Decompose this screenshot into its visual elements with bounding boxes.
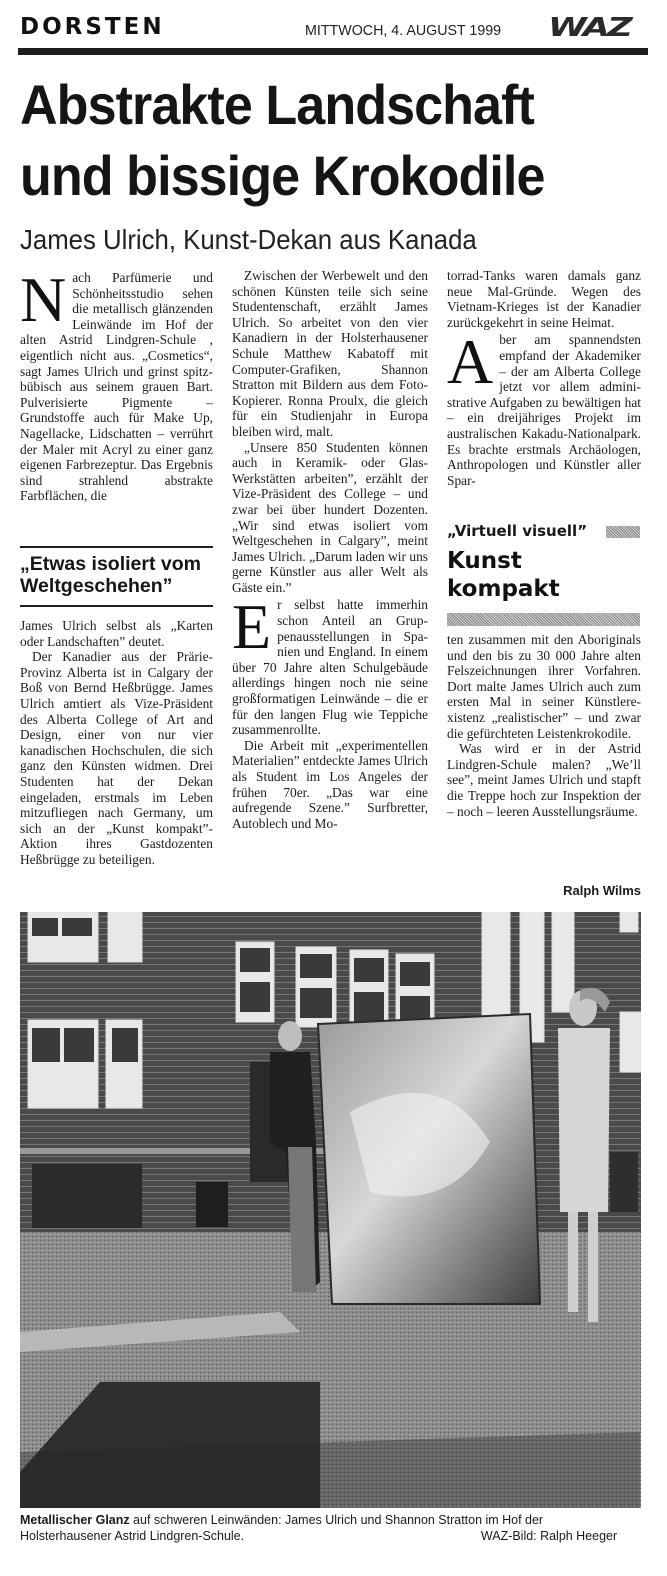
screen-pattern-bar	[447, 613, 640, 626]
caption-lead: Metallischer Glanz	[20, 1512, 130, 1527]
author-byline: Ralph Wilms	[563, 883, 641, 898]
paragraph: Der Kanadier aus der Prärie-Provinz Alberta ist in Calgary der Boß von Bernd Heßbrügge. James Ulrich amtiert als Vize-Präsident des Alberta College of Art and Design, einer von nur vier kanadischen Hochschulen, die sich ganz den Künsten widmen. Drei Studenten hat der Dekan eingeladen, erstmals im Leben mitzufliegen nach Germany, um sich an der „Kunst kompakt”-Aktion ihres Gastdozenten Heßbrügge zu beteiligen.	[20, 649, 213, 867]
column-1-top	[20, 264, 213, 504]
caption-text: auf schweren Leinwänden: James Ulrich und Shannon Stratton im Hof der Holsterhausener Astrid Lindgren-Schule.	[20, 1512, 544, 1543]
issue-date: MITTWOCH, 4. AUGUST 1999	[305, 22, 502, 39]
photo-illustration	[20, 912, 641, 1508]
paragraph: James Ulrich selbst als „Karten oder Landschaften” deutet.	[20, 618, 213, 649]
photo-caption	[20, 1512, 617, 1544]
masthead-rule	[18, 48, 648, 55]
screen-pattern-small	[606, 526, 640, 538]
subheadline: James Ulrich, Kunst-Dekan aus Kanada	[20, 224, 477, 255]
drop-cap: A	[447, 326, 494, 398]
section-name: DORSTEN	[20, 14, 165, 40]
newspaper-logo: WAZ	[548, 13, 630, 43]
section-rule-bottom	[20, 605, 213, 607]
section-heading: „Etwas isoliert vom Weltgeschehen”	[20, 553, 201, 597]
section-rule-top	[20, 546, 213, 548]
paragraph: r selbst hatte immerhin schon Anteil an Gruppenausstellungen in Spanien und England. In einem über 70 Jahre alten Schulgebäude allerdings hingen noch nie seine großformatigen Leinwände – die er für den langen Flug wie Teppiche zusammenrollte.	[232, 597, 428, 738]
paragraph: ten zusammen mit den Aboriginals und den bis zu 30 000 Jahre alten Felszeichnungen ihrer Vorfahren. Dort malte James Ulrich auch zum ersten Mal in seiner Künstlerexistenz „realistischer” – und zwar die gefürchteten Leistenkrokodile.	[447, 632, 641, 741]
info-box-kicker: „Virtuell visuell”	[447, 522, 588, 540]
column-1-bottom	[20, 618, 213, 868]
paragraph: ber am spannendsten empfand der Akademiker – der am Alberta College jetzt vor allem administrative Aufgaben zu bewältigen hat – ein dreijähriges Projekt im australischen Kakadu-Nationalpark. Es brachte erstmals Archäologen, Anthropologen und Künstler aller Spar-	[447, 332, 641, 488]
headline-line-2: und bissige Krokodile	[20, 144, 545, 207]
headline-line-1: Abstrakte Landschaft	[20, 73, 534, 136]
info-box-title: Kunst kompakt	[447, 548, 560, 602]
column-2	[232, 268, 428, 831]
photo-credit: WAZ-Bild: Ralph Heeger	[480, 1528, 618, 1543]
paragraph: „Unsere 850 Studenten können auch in Keramik- oder Glas-Werkstätten arbeiten”, erzählt der Vize-Präsident des College – und zwar bei über hundert Dozenten. „Wir sind etwas isoliert vom Weltgeschehen in Calgary”, meint James Ulrich. „Darum laden wir uns gerne Künstler aus aller Welt als Gäste ein.”	[232, 439, 428, 595]
article-photo	[20, 912, 641, 1508]
paragraph: Was wird er in der Astrid Lindgren-Schule malen? „We’ll see”, meint James Ulrich und stapft die Treppe hoch zur Inspektion der – noch – leeren Ausstellungsräume.	[447, 741, 641, 819]
column-3-bottom	[447, 632, 641, 819]
paragraph: ach Parfümerie und Schönheitsstudio sehen die metallisch glänzenden Leinwände im Hof der alten Astrid Lindgren-Schule , eigentlich nicht aus. „Cosmetics“, sagt James Ulrich und grinst spitzbübisch aus seinem grauen Bart. Pulverisierte Pigmente – Grundstoffe auch für Make Up, Nagellacke, Lidschatten – verrührt der Maler mit Acryl zu einer ganz eigenen Farbrezeptur. Das Ergebnis sind strahlend abstrakte Farbflächen, die	[20, 270, 213, 504]
column-3-top	[447, 268, 641, 488]
drop-cap: E	[232, 591, 272, 663]
paragraph: torrad-Tanks waren damals ganz neue Mal-Gründe. Wegen des Vietnam-Krieges ist der Kanadier zurückgekehrt in seine Heimat.	[447, 268, 641, 330]
paragraph: Die Arbeit mit „experimentellen Materialien” entdeckte James Ulrich als Student im Los Angeles der frühen 70er. „Das war eine aufregende Szene.” Surfbretter, Autoblech und Mo-	[232, 737, 428, 831]
paragraph: Zwischen der Werbewelt und den schönen Künsten teile sich seine Studentenschaft, erzählt James Ulrich. So arbeitet von den vier Kanadiern in der Holsterhausener Schule Matthew Kabatoff mit Computer-Grafiken, Shannon Stratton mit Bildern aus dem Foto-Kopierer. Ronna Proulx, die gleich für ein Studienjahr in Europa bleiben wird, malt.	[232, 268, 428, 439]
drop-cap: N	[20, 264, 67, 335]
